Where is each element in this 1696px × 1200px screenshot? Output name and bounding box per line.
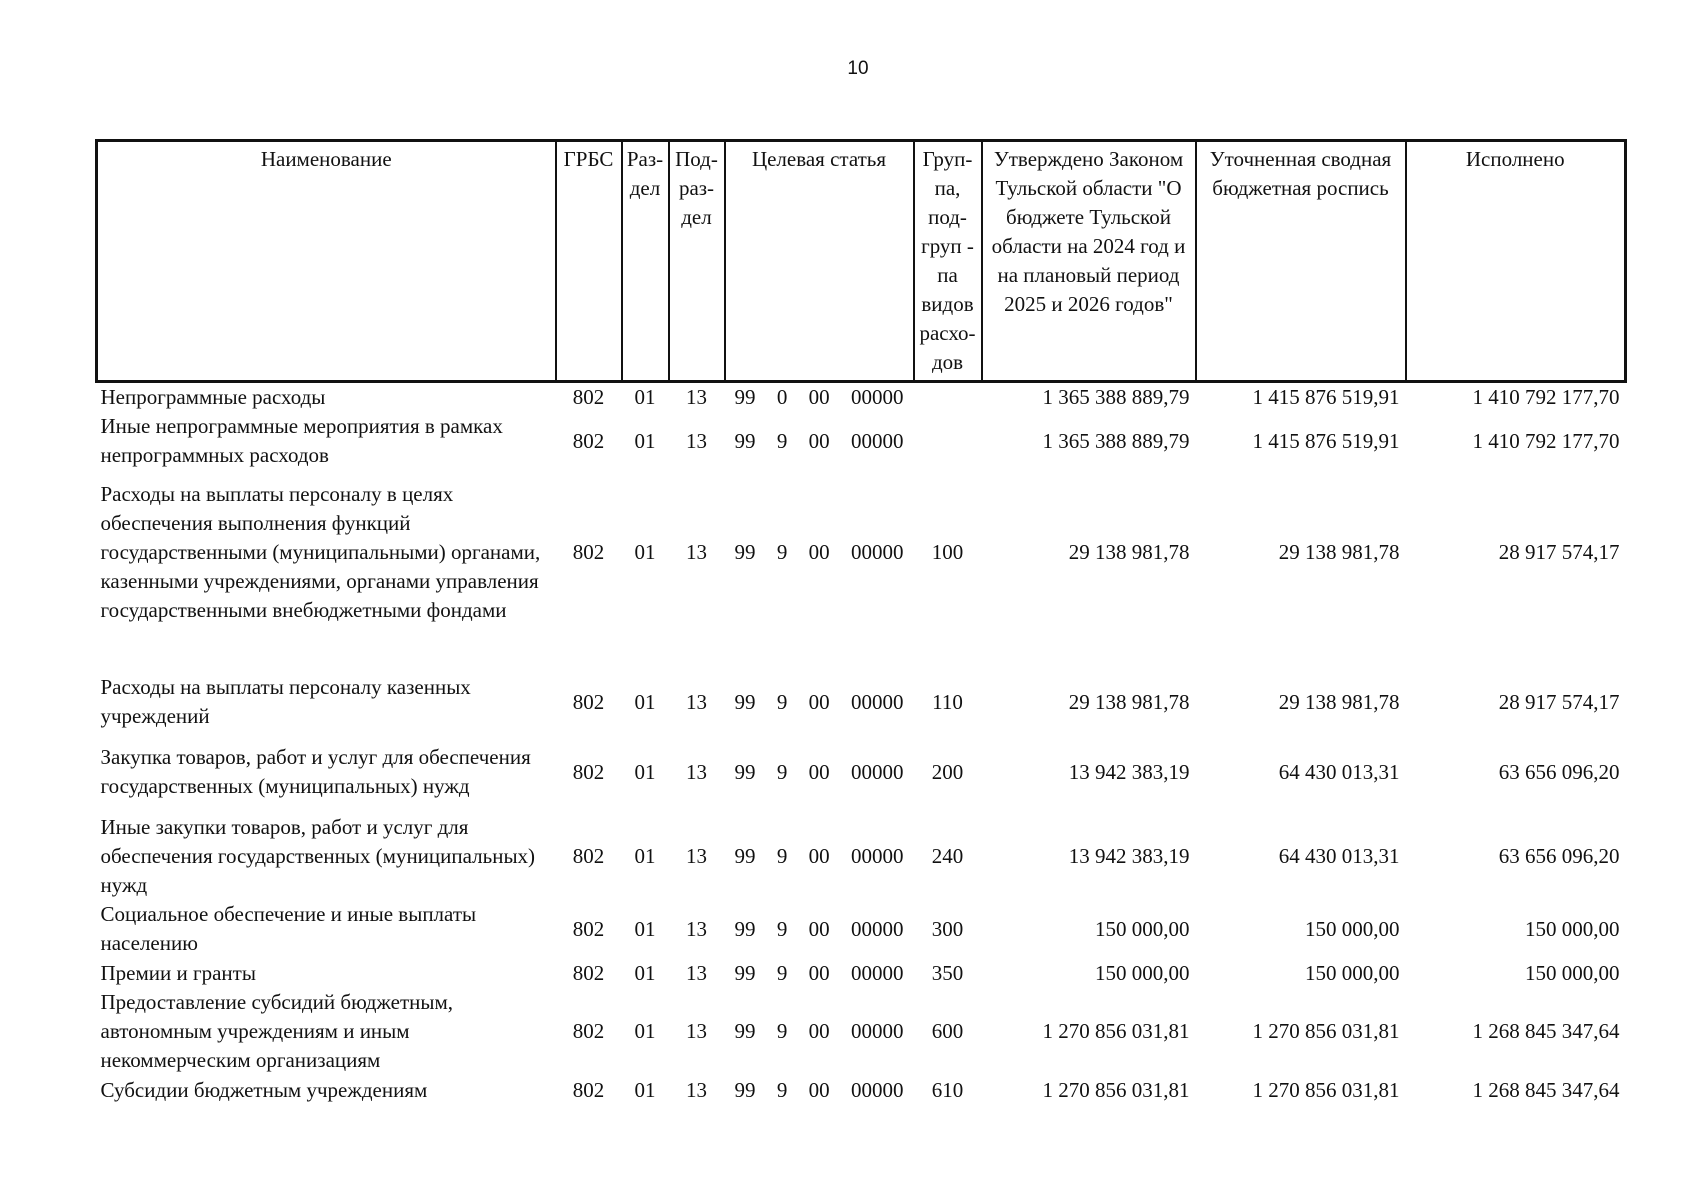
- header-grbs: ГРБС: [556, 141, 622, 382]
- row-approved: 13 942 383,19: [1068, 759, 1190, 784]
- target-code-part: 00: [808, 428, 830, 453]
- row-podrazdel: 13: [686, 759, 707, 784]
- row-executed: 1 410 792 177,70: [1472, 428, 1620, 453]
- row-spacer: [97, 635, 1626, 673]
- target-code-part: 9: [776, 844, 788, 868]
- table-row: [97, 813, 1626, 900]
- row-target-code: [725, 470, 914, 635]
- target-code-part: 9: [776, 689, 788, 714]
- row-name: Предоставление субсидий бюджетным, автономным учреждениям и иным некоммерческим организациям: [100, 990, 454, 1072]
- row-executed: 63 656 096,20: [1498, 844, 1620, 868]
- table-row: [97, 958, 1626, 988]
- row-approved: 150 000,00: [1095, 960, 1190, 985]
- row-executed: 150 000,00: [1525, 960, 1620, 985]
- row-revised: 29 138 981,78: [1278, 689, 1400, 714]
- row-target-code: [725, 1075, 914, 1105]
- page-number: 10: [847, 58, 869, 79]
- target-code-part: 99: [734, 689, 756, 714]
- row-executed: 63 656 096,20: [1498, 759, 1620, 784]
- header-name: Наименование: [97, 141, 556, 382]
- target-code-part: 99: [734, 960, 756, 985]
- target-code-part: 99: [734, 540, 756, 564]
- row-approved: 1 365 388 889,79: [1042, 385, 1190, 409]
- row-revised: 1 270 856 031,81: [1252, 1077, 1400, 1102]
- table-row: [97, 673, 1626, 731]
- row-approved: 13 942 383,19: [1068, 844, 1190, 868]
- row-grbs: 802: [572, 916, 605, 941]
- row-razdel: 01: [634, 759, 656, 784]
- row-target-code: [725, 958, 914, 988]
- row-expense-group: [914, 412, 982, 470]
- row-razdel: 01: [634, 844, 656, 868]
- table-row: [97, 731, 1626, 813]
- target-code-part: 00000: [850, 1019, 904, 1043]
- target-code-part: 00: [808, 1019, 830, 1043]
- row-expense-group: 600: [931, 1019, 964, 1043]
- table-row: [97, 412, 1626, 470]
- row-expense-group: 240: [931, 844, 964, 868]
- row-approved: 1 270 856 031,81: [1042, 1077, 1190, 1102]
- target-code-part: 00: [808, 960, 830, 985]
- row-executed: 150 000,00: [1525, 916, 1620, 941]
- row-podrazdel: 13: [686, 540, 707, 564]
- table-row: [97, 382, 1626, 413]
- row-executed: 28 917 574,17: [1498, 689, 1620, 714]
- row-revised: 64 430 013,31: [1278, 844, 1400, 868]
- row-target-code: [725, 900, 914, 958]
- row-name: Непрограммные расходы: [100, 385, 326, 409]
- target-code-part: 00000: [850, 689, 904, 714]
- target-code-part: 9: [776, 759, 788, 784]
- header-revised: Уточненная сводная бюджетная роспись: [1196, 141, 1406, 382]
- row-podrazdel: 13: [686, 689, 707, 714]
- row-approved: 1 365 388 889,79: [1042, 428, 1190, 453]
- row-executed: 1 268 845 347,64: [1472, 1019, 1620, 1043]
- row-approved: 29 138 981,78: [1068, 689, 1190, 714]
- row-grbs: 802: [572, 1019, 605, 1043]
- row-grbs: 802: [572, 844, 605, 868]
- table-row: [97, 470, 1626, 635]
- row-razdel: 01: [634, 916, 656, 941]
- row-name: Иные закупки товаров, работ и услуг для обеспечения государственных (муниципальных) нужд: [100, 815, 536, 897]
- row-razdel: 01: [634, 1077, 656, 1102]
- row-grbs: 802: [572, 385, 605, 409]
- row-executed: 1 268 845 347,64: [1472, 1077, 1620, 1102]
- row-revised: 150 000,00: [1305, 960, 1400, 985]
- target-code-part: 00000: [850, 759, 904, 784]
- row-razdel: 01: [634, 540, 656, 564]
- row-expense-group: 100: [931, 540, 964, 564]
- target-code-part: 00000: [850, 960, 904, 985]
- row-name: Субсидии бюджетным учреждениям: [100, 1077, 428, 1102]
- row-revised: 1 270 856 031,81: [1252, 1019, 1400, 1043]
- header-podrazdel: Под-раз-дел: [669, 141, 725, 382]
- target-code-part: 00: [808, 540, 830, 564]
- table-row: [97, 1075, 1626, 1105]
- target-code-part: 00000: [850, 428, 904, 453]
- target-code-part: 99: [734, 1019, 756, 1043]
- row-revised: 150 000,00: [1305, 916, 1400, 941]
- target-code-part: 99: [734, 1077, 756, 1102]
- row-approved: 150 000,00: [1095, 916, 1190, 941]
- row-revised: 29 138 981,78: [1278, 540, 1400, 564]
- target-code-part: 00: [808, 759, 830, 784]
- spacer-cell: [97, 635, 1626, 673]
- target-code-part: 9: [776, 1019, 788, 1043]
- header-target: Целевая статья: [725, 141, 914, 382]
- row-expense-group: 110: [932, 689, 963, 714]
- header-executed: Исполнено: [1406, 141, 1626, 382]
- row-expense-group: 200: [931, 759, 964, 784]
- row-grbs: 802: [572, 960, 605, 985]
- row-razdel: 01: [634, 689, 656, 714]
- target-code-part: 00000: [850, 1077, 904, 1102]
- row-podrazdel: 13: [686, 960, 707, 985]
- row-name: Расходы на выплаты персоналу в целях обеспечения выполнения функций государственными (муниципальными) органами, казенными учреждениями, органами управления государственными внебюджетными фондами: [100, 482, 541, 622]
- row-target-code: [725, 813, 914, 900]
- table-body: [97, 382, 1626, 1106]
- table-row: [97, 900, 1626, 958]
- row-name: Расходы на выплаты персоналу казенных учреждений: [100, 675, 471, 728]
- target-code-part: 00000: [850, 916, 904, 941]
- row-razdel: 01: [634, 385, 656, 409]
- target-code-part: 9: [776, 960, 788, 985]
- header-razdel: Раз-дел: [622, 141, 669, 382]
- row-razdel: 01: [634, 960, 656, 985]
- row-expense-group: 300: [931, 916, 964, 941]
- row-razdel: 01: [634, 428, 656, 453]
- row-executed: 28 917 574,17: [1498, 540, 1620, 564]
- target-code-part: 0: [776, 385, 788, 409]
- target-code-part: 00: [808, 689, 830, 714]
- header-approved: Утверждено Законом Тульской области "О бюджете Тульской области на 2024 год и на плановый период 2025 и 2026 годов": [982, 141, 1196, 382]
- target-code-part: 00: [808, 385, 830, 409]
- row-name: Премии и гранты: [100, 960, 256, 985]
- target-code-part: 99: [734, 759, 756, 784]
- row-revised: 1 415 876 519,91: [1252, 428, 1400, 453]
- row-grbs: 802: [572, 689, 605, 714]
- row-grbs: 802: [572, 759, 605, 784]
- target-code-part: 99: [734, 428, 756, 453]
- target-code-part: 00: [808, 916, 830, 941]
- row-name: Иные непрограммные мероприятия в рамках непрограммных расходов: [100, 414, 503, 467]
- row-revised: 64 430 013,31: [1278, 759, 1400, 784]
- row-target-code: [725, 988, 914, 1075]
- target-code-part: 99: [734, 385, 756, 409]
- target-code-part: 99: [734, 844, 756, 868]
- row-podrazdel: 13: [686, 1077, 707, 1102]
- row-podrazdel: 13: [686, 916, 707, 941]
- target-code-part: 00: [808, 1077, 830, 1102]
- row-revised: 1 415 876 519,91: [1252, 385, 1400, 409]
- row-target-code: [725, 382, 914, 413]
- row-grbs: 802: [572, 540, 605, 564]
- row-grbs: 802: [572, 428, 605, 453]
- row-name: Социальное обеспечение и иные выплаты населению: [100, 902, 477, 955]
- row-podrazdel: 13: [686, 1019, 707, 1043]
- target-code-part: 9: [776, 916, 788, 941]
- table-header: [97, 141, 1626, 382]
- row-expense-group: 350: [931, 960, 964, 985]
- row-expense-group: [914, 382, 982, 413]
- row-target-code: [725, 731, 914, 813]
- target-code-part: 9: [776, 428, 788, 453]
- table-row: [97, 988, 1626, 1075]
- target-code-part: 00000: [850, 385, 904, 409]
- target-code-part: 9: [776, 540, 788, 564]
- row-razdel: 01: [634, 1019, 656, 1043]
- row-target-code: [725, 673, 914, 731]
- target-code-part: 99: [734, 916, 756, 941]
- row-grbs: 802: [572, 1077, 605, 1102]
- row-approved: 29 138 981,78: [1068, 540, 1190, 564]
- row-target-code: [725, 412, 914, 470]
- target-code-part: 00000: [850, 844, 904, 868]
- header-group: Груп-па, под-груп - па видов расхо-дов: [914, 141, 982, 382]
- target-code-part: 00: [808, 844, 830, 868]
- target-code-part: 00000: [850, 540, 904, 564]
- target-code-part: 9: [776, 1077, 788, 1102]
- row-podrazdel: 13: [686, 844, 707, 868]
- row-approved: 1 270 856 031,81: [1042, 1019, 1190, 1043]
- budget-table: [95, 139, 1627, 1105]
- row-executed: 1 410 792 177,70: [1472, 385, 1620, 409]
- row-podrazdel: 13: [686, 385, 707, 409]
- row-expense-group: 610: [931, 1077, 964, 1102]
- row-name: Закупка товаров, работ и услуг для обеспечения государственных (муниципальных) нужд: [100, 745, 531, 798]
- row-podrazdel: 13: [686, 428, 707, 453]
